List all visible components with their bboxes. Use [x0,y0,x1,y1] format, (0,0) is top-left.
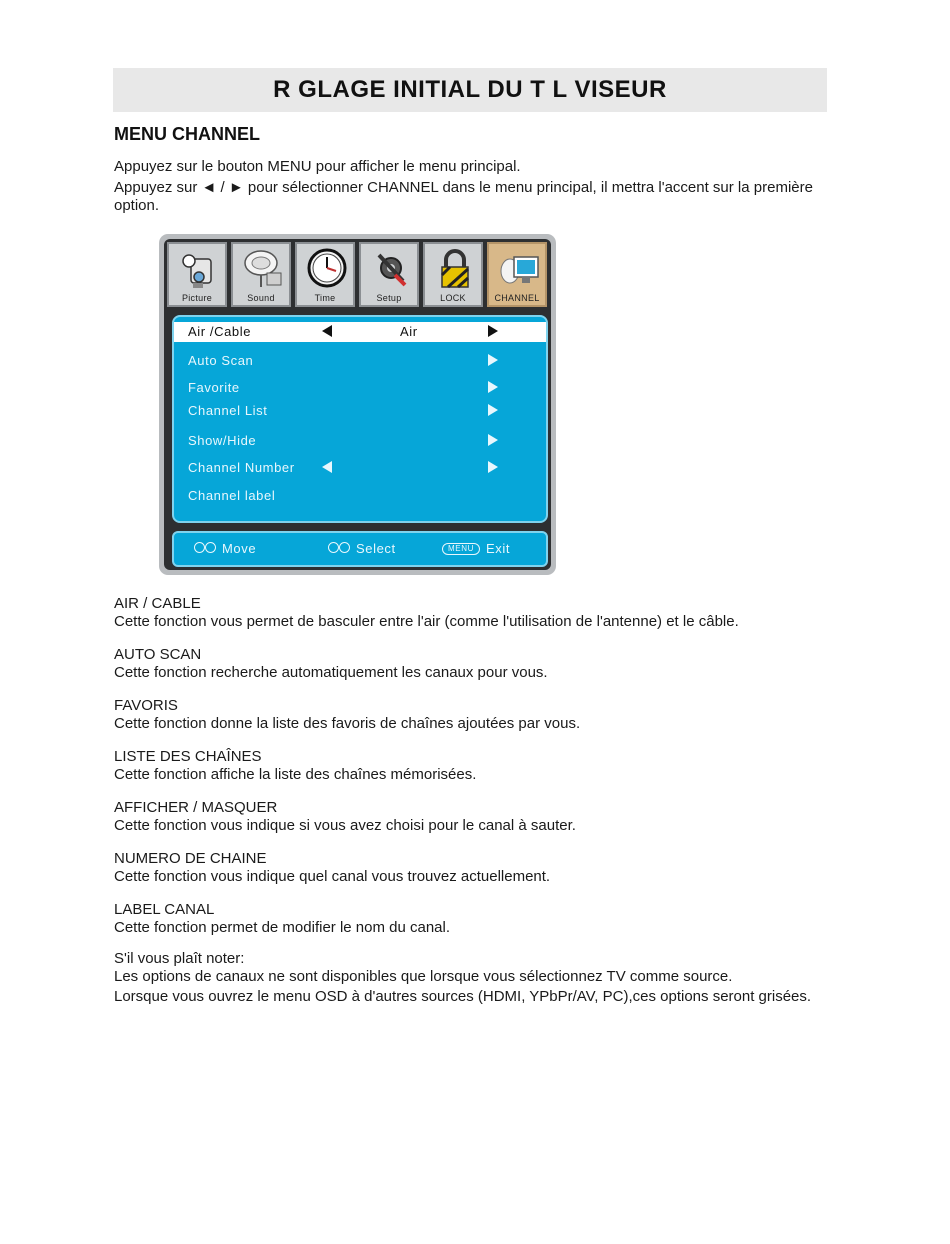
desc-numero-chaine [114,850,834,886]
tab-label: Time [314,293,336,303]
tab-picture[interactable] [167,242,227,307]
left-arrow-icon[interactable] [322,325,332,337]
row-label: Channel label [188,488,276,503]
menu-row-favorite[interactable] [174,378,546,398]
note-block [114,950,834,1006]
move-hint [194,541,256,556]
desc-afficher-masquer [114,799,834,835]
row-label: Auto Scan [188,353,254,368]
exit-label: Exit [485,541,511,556]
select-label: Select [356,541,396,556]
move-label: Move [222,541,257,556]
note-line: Les options de canaux ne sont disponibles que lorsque vous sélectionnez TV comme source. [114,968,733,985]
desc-favoris [114,697,834,733]
tools-icon [369,247,413,291]
note-line: Lorsque vous ouvrez le menu OSD à d'autres sources (HDMI, YPbPr/AV, PC),ces options seront grisées. [114,988,812,1005]
tab-lock[interactable] [423,242,483,307]
camera-icon [177,247,221,291]
row-label: Favorite [188,380,240,395]
desc-air-cable [114,595,834,631]
intro-line: Appuyez sur le bouton MENU pour afficher le menu principal. [114,158,521,175]
row-label: Air /Cable [188,324,252,339]
tab-sound[interactable] [231,242,291,307]
desc-text: Cette fonction affiche la liste des chaînes mémorisées. [114,766,477,783]
desc-liste-chaines [114,748,834,784]
row-label: Channel Number [188,460,295,475]
desc-label-canal [114,901,834,937]
osd-menu [159,234,556,575]
menu-row-channel-list[interactable] [174,401,546,421]
osd-frame [164,239,551,570]
tab-label: Picture [181,293,213,303]
intro-line: Appuyez sur ◄ / ► pour sélectionner CHANNEL dans le menu principal, il mettra l'accent sur la première option. [114,179,813,214]
clock-icon [305,247,349,291]
intro-text [114,158,824,218]
menu-row-channel-number[interactable] [174,458,546,478]
right-arrow-icon [488,381,498,393]
desc-text: Cette fonction recherche automatiquement les canaux pour vous. [114,664,548,681]
desc-heading: AIR / CABLE [114,595,201,612]
tab-channel[interactable] [487,242,547,307]
tab-setup[interactable] [359,242,419,307]
up-down-buttons-icon [194,541,216,556]
exit-hint [442,541,510,556]
desc-text: Cette fonction donne la liste des favoris de chaînes ajoutées par vous. [114,715,581,732]
lock-icon [433,247,477,291]
desc-heading: FAVORIS [114,697,178,714]
right-arrow-icon [488,461,498,473]
desc-heading: LISTE DES CHAÎNES [114,748,262,765]
left-right-buttons-icon [328,541,350,556]
desc-heading: NUMERO DE CHAINE [114,850,267,867]
desc-heading: AFFICHER / MASQUER [114,799,278,816]
right-arrow-icon [488,404,498,416]
desc-text: Cette fonction vous indique si vous avez choisi pour le canal à sauter. [114,817,576,834]
monitor-icon [497,247,541,291]
menu-row-show-hide[interactable] [174,431,546,451]
desc-text: Cette fonction permet de modifier le nom du canal. [114,919,451,936]
satellite-dish-icon [241,247,285,291]
desc-heading: AUTO SCAN [114,646,202,663]
osd-footer-hints [172,531,548,567]
tab-label: Setup [376,293,402,303]
tab-time[interactable] [295,242,355,307]
desc-text: Cette fonction vous indique quel canal vous trouvez actuellement. [114,868,551,885]
right-arrow-icon [488,434,498,446]
menu-row-auto-scan[interactable] [174,351,546,371]
left-arrow-icon [322,461,332,473]
desc-heading: LABEL CANAL [114,901,215,918]
right-arrow-icon[interactable] [488,325,498,337]
right-arrow-icon [488,354,498,366]
row-label: Show/Hide [188,433,257,448]
row-label: Channel List [188,403,268,418]
title-bar [113,68,827,112]
menu-key-icon: MENU [442,543,480,555]
menu-row-channel-label[interactable] [174,486,546,506]
tab-label: LOCK [440,293,466,303]
tab-label: CHANNEL [494,293,540,303]
note-heading: S'il vous plaît noter: [114,950,245,967]
page-title: R GLAGE INITIAL DU T L VISEUR [273,76,667,103]
menu-row-air-cable[interactable] [174,322,546,342]
select-hint [328,541,396,556]
desc-text: Cette fonction vous permet de basculer entre l'air (comme l'utilisation de l'antenne) et le câble. [114,613,739,630]
channel-menu-list [172,315,548,523]
desc-auto-scan [114,646,834,682]
section-title: MENU CHANNEL [114,124,260,144]
row-value: Air [400,324,418,339]
tab-label: Sound [247,293,275,303]
